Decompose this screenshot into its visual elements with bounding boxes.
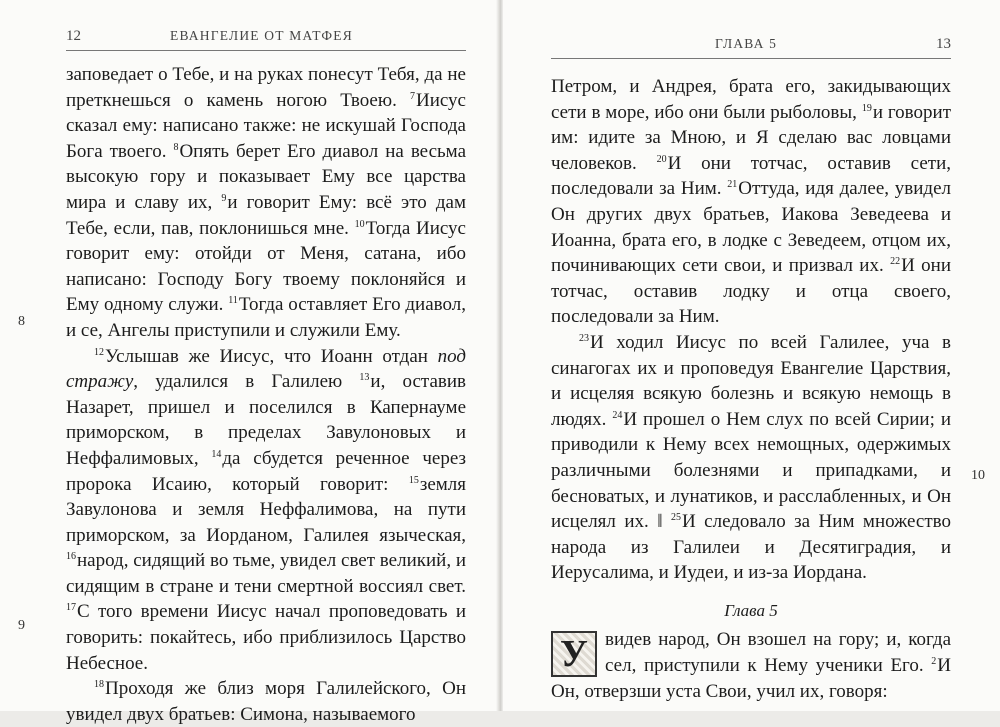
text-run: Иисус сказал ему: написано также: не искушай Господа Бога твоего. [66,89,466,162]
right-body-text [551,74,951,704]
verse-number: 15 [408,474,419,486]
verse-number: 18 [94,679,104,691]
left-body-text [66,62,466,727]
verse-number: 14 [211,448,222,460]
paragraph [66,676,466,727]
verse-number: 9 [221,192,227,204]
verse-number: 12 [94,346,104,358]
left-running-title: ЕВАНГЕЛИЕ ОТ МАТФЕЯ [170,28,353,43]
left-header-rule [66,50,466,51]
text-run: Услышав же Иисус, что Иоанн отдан [105,345,438,367]
paragraph [66,62,466,344]
text-run: и говорит Ему: всё это дам Тебе, если, пав, поклонишься мне. [66,191,466,239]
text-run: С того времени Иисус начал проповедовать и говорить: покайтесь, ибо приблизилось Царство Небесное. [66,601,466,674]
text-run: Оттуда, идя далее, увидел Он других двух братьев, Иакова Зеведеева и Иоанна, брата его, в лодке с Зеведеем, отцом их, починивающих сети свои, и призвал их. [551,178,951,277]
right-running-title: ГЛАВА 5 [715,36,778,51]
verse-number: 19 [861,102,872,114]
text-run: И Он, отверзши уста Свои, учил их, говоря: [551,655,951,702]
text-run: Тогда Иисус говорит ему: отойди от Меня, сатана, ибо написано: Господу Богу твоему поклоняйся и Ему одному служи. [66,217,466,316]
text-run: Петром, и Андрея, брата его, закидывающих сети в море, ибо они были рыболовы, [551,76,951,123]
text-run: народ, сидящий во тьме, увидел свет великий, и сидящим в стране и тени смертной воссиял свет. [66,550,466,597]
text-run: И следовало за Ним множество народа из Галилеи и Десятиградия, и Иерусалима, и Иудеи, и из-за Иордана. [551,511,951,584]
right-page-number: 13 [936,36,951,52]
verse-number: 8 [173,141,179,153]
right-header-rule [551,58,951,59]
text-run: И они тотчас, оставив сети, последовали за Ним. [551,152,951,200]
verse-number: 24 [612,409,623,421]
italic-text: под стражу [66,345,466,393]
verse-number: 25 [671,512,681,524]
text-run: И они тотчас, оставив лодку и отца своего, последовали за Ним. [551,255,952,328]
text-run: И ходил Иисус по всей Галилее, уча в синагогах их и проповедуя Евангелие Царствия, и исцеляя всякую болезнь и всякую немощь в людях. [551,331,951,430]
chapter-paragraph [551,627,951,704]
drop-cap-initial: У [551,631,597,677]
verse-number: 20 [656,153,667,165]
text-run: Опять берет Его диавол на весьма высокую гору и показывает Ему все царства мира и славу их, [66,140,467,213]
text-run: заповедает о Тебе, и на руках понесут Тебя, да не преткнешься о камень ногою Твоею. [66,64,466,111]
paragraph [551,330,951,586]
text-run: видев народ, Он взошел на гору; и, когда сел, приступили к Нему ученики Его. [605,629,951,677]
verse-number: 22 [890,256,901,268]
chapter-heading: Глава 5 [724,600,778,620]
verse-number: 23 [579,332,589,344]
text-run: Тогда оставляет Его диавол, и се, Ангелы приступили и служили Ему. [66,294,466,341]
text-run: да сбудется реченное через пророка Исаию, который говорит: [66,447,466,495]
verse-number: 7 [409,90,415,102]
verse-number: 11 [228,295,238,307]
text-run: Проходя же близ моря Галилейского, Он увидел двух братьев: Симона, называемого [66,678,466,725]
text-run: земля Завулонова и земля Неффалимова, на пути приморском, за Иорданом, Галилея языческая, [66,473,466,546]
verse-number: 2 [931,656,937,668]
paragraph [551,74,951,330]
verse-number: 17 [66,602,76,614]
verse-number: 10 [354,218,365,230]
left-page [0,0,497,725]
right-page [503,0,1000,711]
paragraph [66,344,466,677]
text-run: и говорит им: идите за Мною, и Я сделаю вас ловцами человеков. [551,101,951,174]
text-run: , удалился в Галилею [133,371,360,393]
verse-number: 21 [727,179,738,191]
left-page-number: 12 [66,28,81,44]
right-margin-ref: 10 [971,468,985,483]
text-run: и, оставив Назарет, пришел и поселился в Капернауме приморском, в пределах Завулоновых и Неффалимовых, [66,371,466,469]
left-margin-ref-2: 9 [18,618,25,633]
text-run: И прошел о Нем слух по всей Сирии; и приводили к Нему всех немощных, одержимых различными болезнями и припадками, и бесноватых, и лунатиков, и расслабленных, и Он исцелял их. ‖ [551,408,951,533]
verse-number: 13 [359,372,370,384]
left-margin-ref-1: 8 [18,314,25,329]
verse-number: 16 [66,551,76,563]
